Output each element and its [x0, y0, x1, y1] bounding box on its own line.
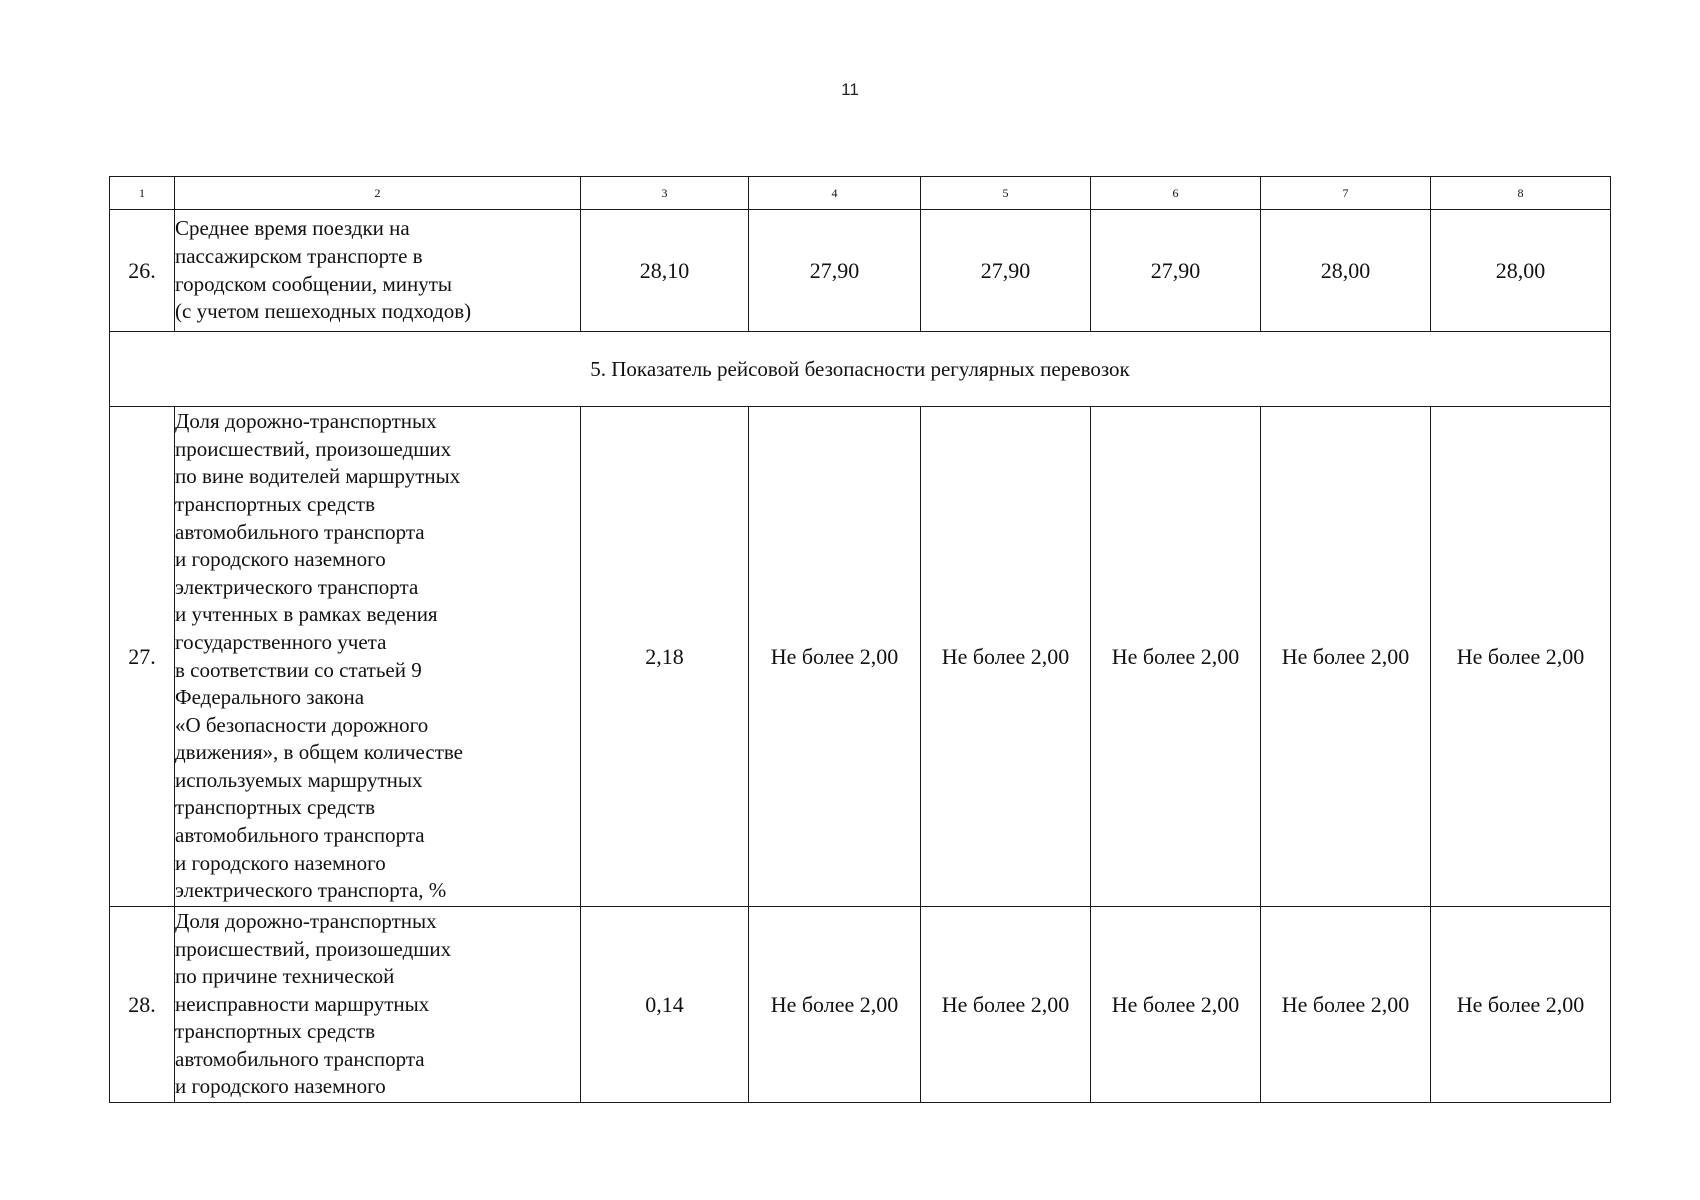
table-row-27 — [110, 407, 1611, 907]
section-title: 5. Показатель рейсовой безопасности регулярных перевозок — [110, 332, 1611, 407]
value-col-3: 0,14 — [581, 907, 749, 1103]
indicator-name-line: транспортных средств — [175, 795, 376, 820]
value-col-4: Не более 2,00 — [749, 407, 921, 907]
indicator-name-line: используемых маршрутных — [175, 767, 423, 792]
indicator-name-line: и городского наземного — [175, 547, 386, 572]
table-header-row — [110, 177, 1611, 210]
indicator-name-line: и городского наземного — [175, 850, 386, 875]
indicator-name-line: Федерального закона — [175, 685, 365, 710]
value-col-4: Не более 2,00 — [749, 907, 921, 1103]
value-col-3: 28,10 — [581, 210, 749, 332]
indicator-name-line: Среднее время поездки на — [175, 216, 410, 241]
indicator-name-line: транспортных средств — [175, 491, 376, 516]
table-row-28 — [110, 907, 1611, 1103]
indicator-name-line: автомобильного транспорта — [175, 519, 425, 544]
header-cell-1: 1 — [110, 177, 175, 210]
value-col-3: 2,18 — [581, 407, 749, 907]
header-cell-5: 5 — [921, 177, 1091, 210]
header-cell-2: 2 — [175, 177, 581, 210]
indicator-name-line: происшествий, произошедших — [175, 436, 452, 461]
row-number: 27. — [110, 407, 175, 907]
indicator-name-line: электрического транспорта — [175, 574, 419, 599]
header-cell-6: 6 — [1091, 177, 1261, 210]
value-col-6: Не более 2,00 — [1091, 407, 1261, 907]
page-number: 11 — [841, 80, 859, 99]
indicator-name-line: Доля дорожно-транспортных — [175, 409, 437, 434]
value-col-7: Не более 2,00 — [1261, 907, 1431, 1103]
indicator-name-line: и учтенных в рамках ведения — [175, 602, 438, 627]
indicator-name-line: в соответствии со статьей 9 — [175, 657, 422, 682]
indicator-name — [175, 210, 581, 332]
header-cell-8: 8 — [1431, 177, 1611, 210]
value-col-6: 27,90 — [1091, 210, 1261, 332]
value-col-8: Не более 2,00 — [1431, 407, 1611, 907]
value-col-7: 28,00 — [1261, 210, 1431, 332]
indicator-name — [175, 407, 581, 907]
indicator-name-line: автомобильного транспорта — [175, 823, 425, 848]
indicator-name-line: и городского наземного — [175, 1074, 386, 1099]
indicator-name-line: Доля дорожно-транспортных — [175, 908, 437, 933]
indicator-name-line: по причине технической — [175, 964, 395, 989]
value-col-5: 27,90 — [921, 210, 1091, 332]
indicators-table — [109, 176, 1611, 1103]
value-col-5: Не более 2,00 — [921, 907, 1091, 1103]
value-col-8: Не более 2,00 — [1431, 907, 1611, 1103]
indicator-name-line: (с учетом пешеходных подходов) — [175, 299, 472, 324]
value-col-8: 28,00 — [1431, 210, 1611, 332]
indicator-name-line: движения», в общем количестве — [175, 740, 464, 765]
indicator-name-line: пассажирском транспорте в — [175, 243, 423, 268]
indicator-name-line: автомобильного транспорта — [175, 1046, 425, 1071]
header-cell-3: 3 — [581, 177, 749, 210]
indicator-name-line: происшествий, произошедших — [175, 936, 452, 961]
header-cell-7: 7 — [1261, 177, 1431, 210]
row-number: 26. — [110, 210, 175, 332]
indicator-name-line: транспортных средств — [175, 1019, 376, 1044]
indicator-name-line: городском сообщении, минуты — [175, 271, 453, 296]
indicator-name-line: «О безопасности дорожного — [175, 712, 429, 737]
indicator-name-line: по вине водителей маршрутных — [175, 464, 461, 489]
value-col-6: Не более 2,00 — [1091, 907, 1261, 1103]
indicator-name-line: государственного учета — [175, 629, 387, 654]
section-row — [110, 332, 1611, 407]
indicator-name — [175, 907, 581, 1103]
indicator-name-line: электрического транспорта, % — [175, 878, 447, 903]
value-col-5: Не более 2,00 — [921, 407, 1091, 907]
indicator-name-line: неисправности маршрутных — [175, 991, 430, 1016]
row-number: 28. — [110, 907, 175, 1103]
value-col-7: Не более 2,00 — [1261, 407, 1431, 907]
value-col-4: 27,90 — [749, 210, 921, 332]
header-cell-4: 4 — [749, 177, 921, 210]
table-row-26 — [110, 210, 1611, 332]
